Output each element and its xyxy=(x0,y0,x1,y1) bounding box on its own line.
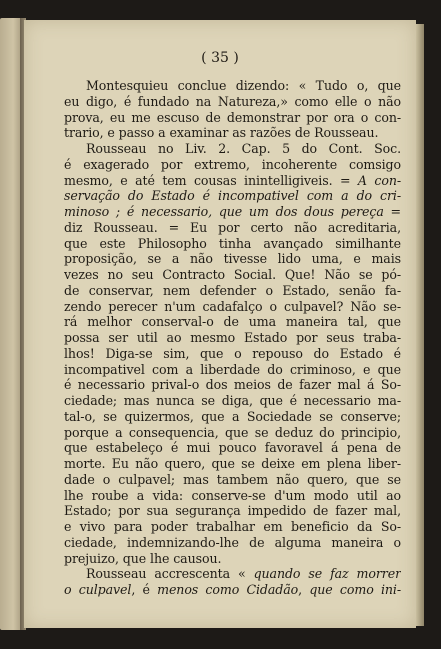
line-text: é necessario prival-o dos meios de fazer mal á So- xyxy=(64,377,401,393)
text-line xyxy=(64,393,401,409)
page-body-text xyxy=(64,78,401,598)
text-line xyxy=(64,78,401,94)
italic-text: quando se faz morrer xyxy=(253,566,401,582)
line-text: Rousseau accrescenta « xyxy=(86,566,254,582)
text-line xyxy=(64,535,401,551)
line-text: lhos! Diga-se sim, que o repouso do Estado é xyxy=(64,345,401,361)
text-line xyxy=(64,472,401,488)
line-text: de conservar, nem defender o Estado, senão fa- xyxy=(64,282,401,298)
italic-text: o culpavel xyxy=(64,582,132,597)
line-text: que este Philosopho tinha avançado similhante xyxy=(64,235,401,251)
text-line xyxy=(64,330,401,346)
text-line xyxy=(64,503,401,519)
text-line xyxy=(64,440,401,456)
line-text: prova, eu me escuso de demonstrar por ora o con- xyxy=(64,109,401,125)
line-text: = xyxy=(383,204,401,219)
line-text: lhe roube a vida: conserve-se d'um modo util ao xyxy=(64,487,401,503)
text-line xyxy=(64,456,401,472)
italic-text: minoso ; é necessario, que um dos dous pereça xyxy=(64,204,384,219)
text-line xyxy=(64,409,401,425)
line-text: zendo perecer n'um cadafalço o culpavel? Não se- xyxy=(64,298,401,314)
line-text: ciedade, indemnizando-lhe de alguma maneira o xyxy=(64,534,401,550)
line-text: trario, e passo a examinar as razões de Rousseau. xyxy=(64,125,379,141)
text-line xyxy=(64,377,401,393)
italic-text: A con- xyxy=(357,172,401,188)
italic-text: menos como Cidadão xyxy=(157,582,299,597)
line-text: , é xyxy=(131,582,158,597)
line-text: porque a consequencia, que se deduz do principio, xyxy=(64,424,401,440)
text-line xyxy=(64,173,401,189)
text-line xyxy=(64,220,401,236)
line-text: morte. Eu não quero, que se deixe em plena liber- xyxy=(64,456,401,471)
italic-text: servação do Estado é incompativel com a do cri- xyxy=(64,188,401,204)
line-text: incompativel com a liberdade do criminoso, e que xyxy=(64,361,401,377)
line-text: dade o culpavel; mas tambem não quero, que se xyxy=(64,471,401,487)
line-text: proposição, se a não tivesse lido uma, e mais xyxy=(64,251,401,267)
book-page xyxy=(24,20,416,628)
text-line xyxy=(64,141,401,157)
text-line xyxy=(64,362,401,378)
text-line xyxy=(64,488,401,504)
line-text: ciedade; mas nunca se diga, que é necessario ma- xyxy=(64,393,401,408)
text-line xyxy=(64,551,401,567)
text-line xyxy=(64,125,401,141)
text-line xyxy=(64,267,401,283)
line-text: diz Rousseau. = Eu por certo não acreditaria, xyxy=(64,219,401,235)
text-line xyxy=(64,346,401,362)
line-text: Rousseau no Liv. 2. Cap. 5 do Cont. Soc. xyxy=(86,141,401,156)
text-line xyxy=(64,251,401,267)
text-line xyxy=(64,157,401,173)
text-line xyxy=(64,204,401,220)
line-text: prejuizo, que lhe causou. xyxy=(64,550,222,566)
text-line xyxy=(64,283,401,299)
line-text: eu digo, é fundado na Natureza,» como elle o não xyxy=(64,93,401,109)
line-text: possa ser util ao mesmo Estado por seus traba- xyxy=(64,330,401,345)
line-text: é exagerado por extremo, incoherente comsigo xyxy=(64,156,401,172)
text-line xyxy=(64,566,401,582)
line-text: e vivo para poder trabalhar em beneficio da So- xyxy=(64,519,401,534)
italic-text: que como ini- xyxy=(309,582,401,597)
text-line xyxy=(64,110,401,126)
line-text: Estado; por sua segurança impedido de fazer mal, xyxy=(64,503,401,519)
line-text: Montesquieu conclue dizendo: « Tudo o, que xyxy=(86,78,401,93)
line-text: mesmo, e até tem cousas inintelligiveis. = xyxy=(64,172,358,188)
text-line xyxy=(64,188,401,204)
line-text: que estabeleço é mui pouco favoravel á pena de xyxy=(64,440,401,456)
page-number: ( 35 ) xyxy=(201,50,239,66)
text-line xyxy=(64,299,401,315)
line-text: rá melhor conserval-o de uma maneira tal, que xyxy=(64,314,401,330)
text-line xyxy=(64,236,401,252)
text-line xyxy=(64,314,401,330)
text-line xyxy=(64,94,401,110)
page-stack-edge xyxy=(416,24,424,626)
facing-page-edge xyxy=(0,18,22,630)
text-line xyxy=(64,519,401,535)
text-line xyxy=(64,582,401,598)
line-text: , xyxy=(298,582,310,597)
line-text: vezes no seu Contracto Social. Que! Não se pó- xyxy=(64,267,401,282)
text-line xyxy=(64,425,401,441)
line-text: tal-o, se quizermos, que a Sociedade se conserve; xyxy=(64,408,401,424)
